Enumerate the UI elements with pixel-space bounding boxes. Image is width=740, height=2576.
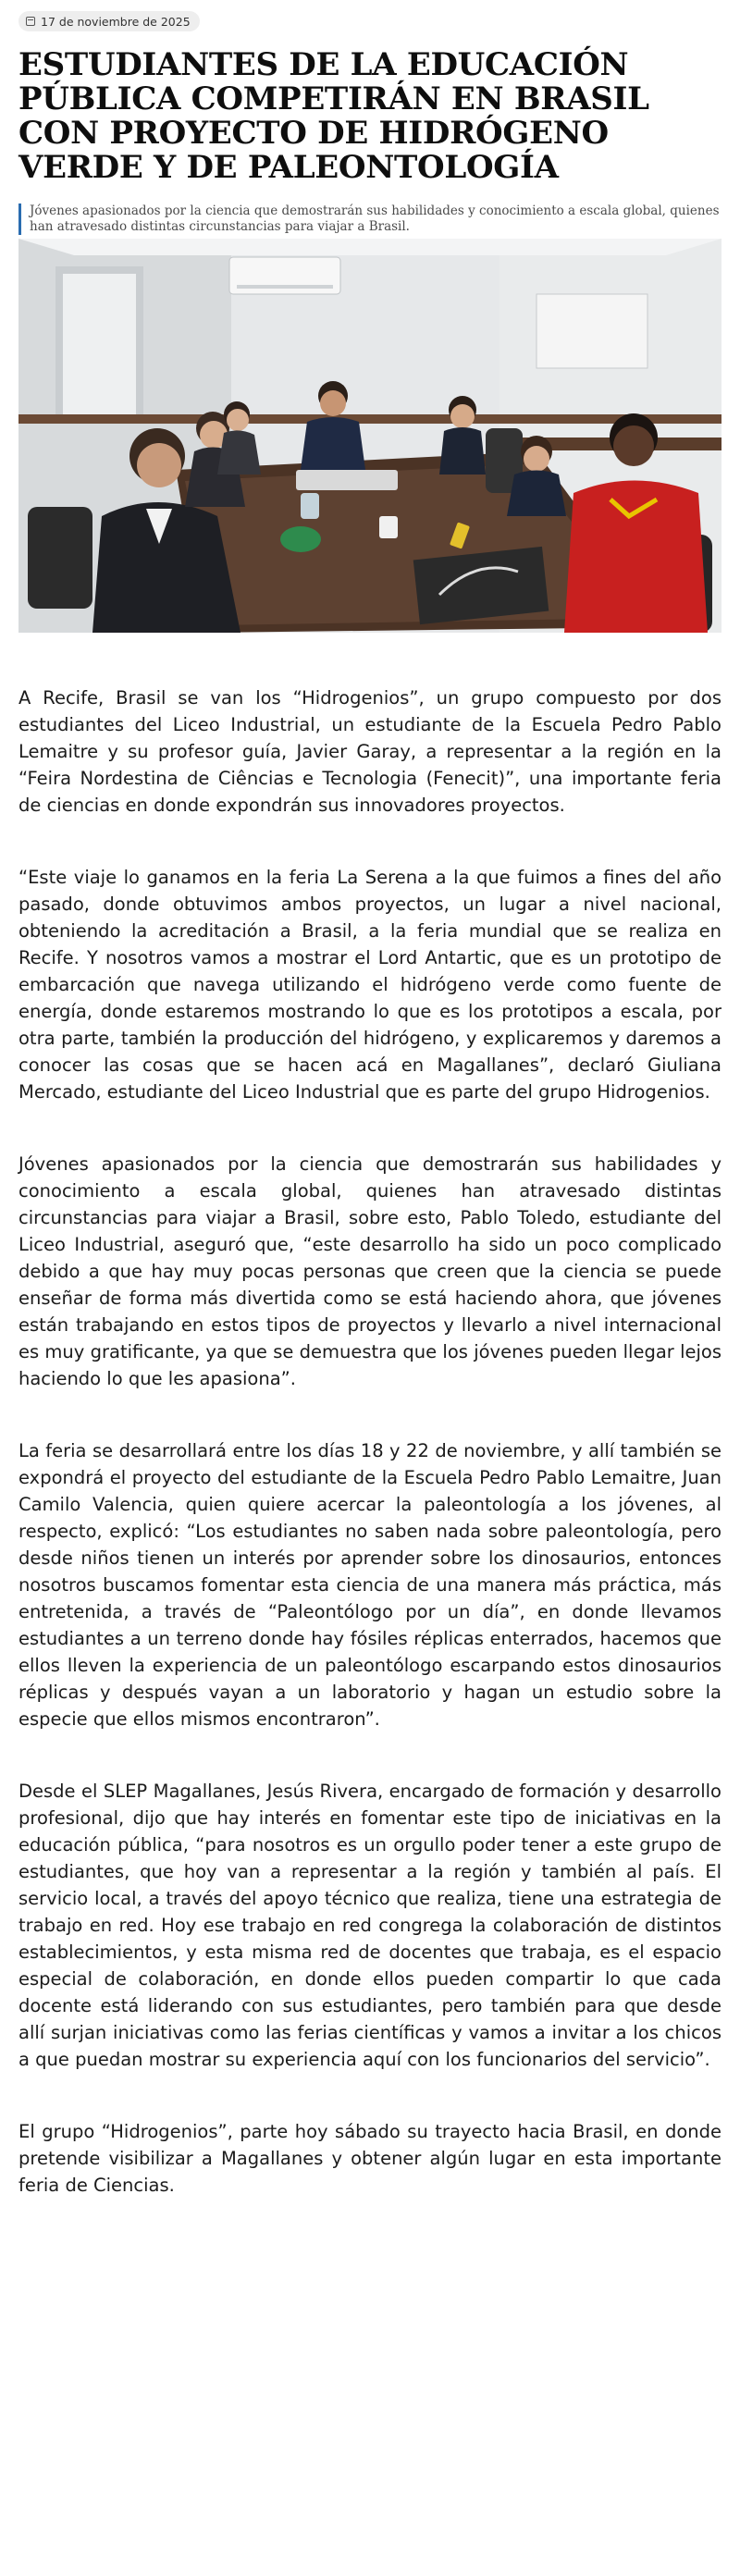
- paragraph: “Este viaje lo ganamos en la feria La Serena a la que fuimos a fines del año pasado, donde obtuvimos ambos proyectos, un lugar a nivel nacional, obteniendo la acreditación a Brasil, a la feria mundial que se realiza en Recife. Y nosotros vamos a mostrar el Lord Antartic, que es un prototipo de embarcación que navega utilizando el hidrógeno verde como fuente de energía, donde estaremos mostrando lo que es los prototipos a escala, por otra parte, también la producción del hidrógeno, y explicaremos y daremos a conocer las cosas que se hacen acá en Magallanes”, declaró Giuliana Mercado, estudiante del Liceo Industrial que es parte del grupo Hidrogenios.: [18, 867, 722, 1103]
- meeting-room-photo: [18, 239, 722, 633]
- paragraph: El grupo “Hidrogenios”, parte hoy sábado su trayecto hacia Brasil, en donde pretende visibilizar a Magallanes y obtener algún lugar en esta importante feria de Ciencias.: [18, 2121, 722, 2196]
- paragraph: Jóvenes apasionados por la ciencia que demostrarán sus habilidades y conocimiento a escala global, quienes han atravesado distintas circunstancias para viajar a Brasil, sobre esto, Pablo Toledo, estudiante del Liceo Industrial, aseguró que, “este desarrollo ha sido un poco complicado debido a que hay muy pocas personas que creen que la ciencia se puede enseñar de forma más divertida como se está haciendo ahora, que jóvenes están trabajando en estos tipos de proyectos y llevarlo a nivel internacional es muy gratificante, ya que se demuestra que los jóvenes pueden llegar lejos haciendo lo que les apasiona”.: [18, 1153, 722, 1389]
- paragraph: Desde el SLEP Magallanes, Jesús Rivera, encargado de formación y desarrollo profesional, dijo que hay interés en fomentar este tipo de iniciativas en la educación pública, “para nosotros es un orgullo poder tener a este grupo de estudiantes, que hoy van a representar a la región y también al país. El servicio local, a través del apoyo técnico que realiza, tiene una estrategia de trabajo en red. Hoy ese trabajo en red congrega la colaboración de distintos establecimientos, y esta misma red de docentes que trabaja, es el espacio especial de colaboración, en donde ellos pueden compartir lo que cada docente está liderando con sus estudiantes, pero también para que desde allí surjan iniciativas como las ferias científicas y vamos a invitar a los chicos a que puedan mostrar su experiencia aquí con los funcionarios del servicio”.: [18, 1781, 722, 2070]
- paragraph: A Recife, Brasil se van los “Hidrogenios”, un grupo compuesto por dos estudiantes del Liceo Industrial, un estudiante de la Escuela Pedro Pablo Lemaitre y su profesor guía, Javier Garay, a representar a la región en la “Feira Nordestina de Ciências e Tecnologia (Fenecit)”, una importante feria de ciencias en donde expondrán sus innovadores proyectos.: [18, 687, 722, 816]
- article-photo: [18, 239, 722, 633]
- publish-date: 17 de noviembre de 2025: [41, 14, 191, 29]
- paragraph: La feria se desarrollará entre los días 18 y 22 de noviembre, y allí también se expondrá el proyecto del estudiante de la Escuela Pedro Pablo Lemaitre, Juan Camilo Valencia, quien quiere acercar la paleontología a los jóvenes, al respecto, explicó: “Los estudiantes no saben nada sobre paleontología, pero desde niños tienen un interés por aprender sobre los dinosaurios, entonces nosotros buscamos fomentar esta ciencia de una manera más práctica, más entretenida, a través de “Paleontólogo por un día”, en donde llevamos estudiantes a un terreno donde hay fósiles réplicas enterrados, hacemos que ellos lleven la experiencia de un paleontólogo escarpando estos dinosaurios réplicas y después vayan a un laboratorio y hagan un estudio sobre la especie que ellos mismos encontraron”.: [18, 1440, 722, 1730]
- article-headline: ESTUDIANTES DE LA EDUCACIÓN PÚBLICA COMPETIRÁN EN BRASIL CON PROYECTO DE HIDRÓGENO VERDE Y DE PALEONTOLOGÍA: [18, 46, 649, 186]
- calendar-icon: [26, 17, 35, 26]
- date-badge: [18, 11, 200, 31]
- article-subtitle: Jóvenes apasionados por la ciencia que demostrarán sus habilidades y conocimiento a escala global, quienes han atravesado distintas circunstancias para viajar a Brasil.: [18, 203, 723, 235]
- article-body: [18, 684, 722, 2244]
